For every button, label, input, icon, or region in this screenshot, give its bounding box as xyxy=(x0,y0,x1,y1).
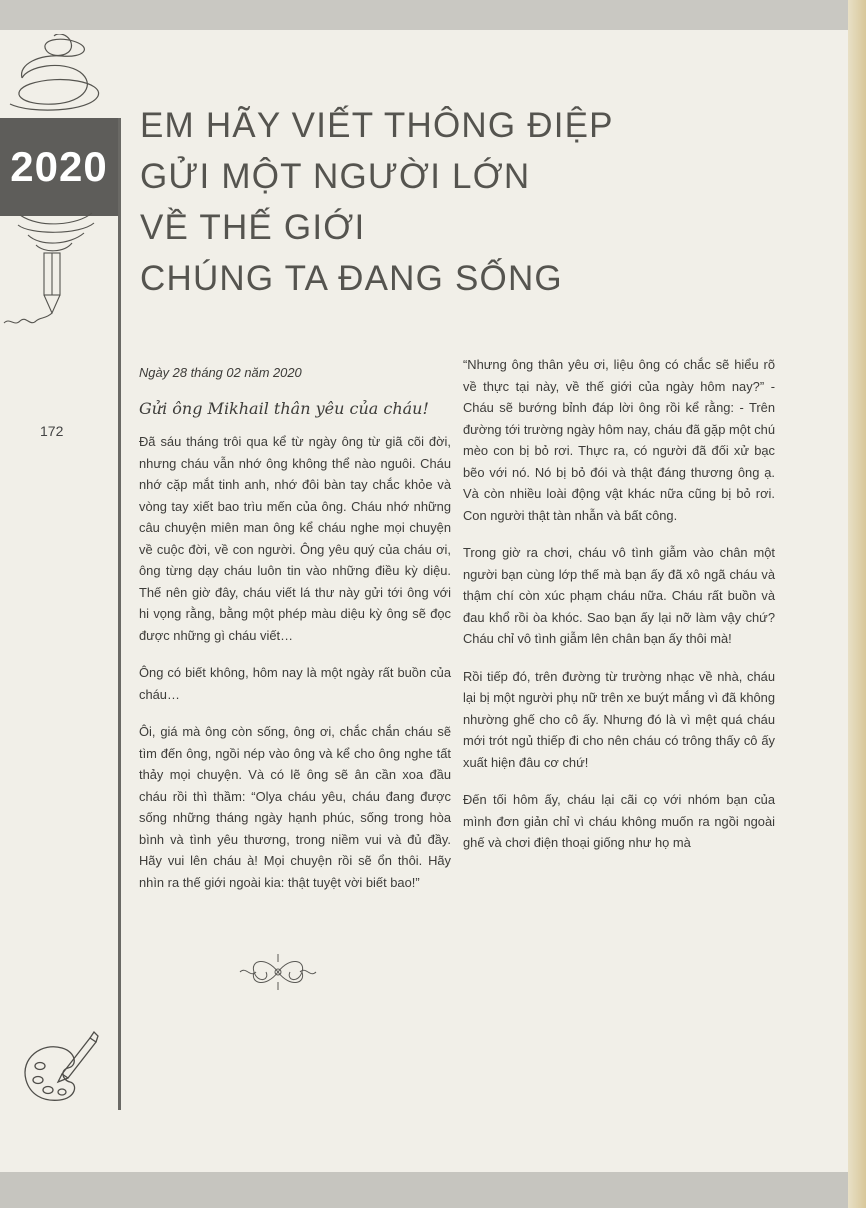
letter-left-column xyxy=(139,362,451,909)
page-number: 172 xyxy=(40,423,64,439)
title-line: VỀ THẾ GIỚI xyxy=(140,208,366,247)
title-line: CHÚNG TA ĐANG SỐNG xyxy=(140,259,563,298)
title-line: GỬI MỘT NGƯỜI LỚN xyxy=(140,157,531,196)
vertical-rule xyxy=(118,118,121,1110)
letter-salutation: Gửi ông Mikhail thân yêu của cháu! xyxy=(139,398,429,418)
paint-palette-icon xyxy=(18,1028,100,1110)
spiral-scribble-icon xyxy=(0,34,110,124)
paragraph: Ông có biết không, hôm nay là một ngày rất buồn của cháu… xyxy=(139,665,451,702)
paragraph: Đến tối hôm ấy, cháu lại cãi cọ với nhóm bạn của mình đơn giản chỉ vì cháu không muốn ra ngồi ngoài ghế và chơi điện thoại giống như họ mà xyxy=(463,792,775,850)
book-spine-edge xyxy=(848,0,866,1208)
letter-right-column xyxy=(463,354,775,870)
pencil-icon xyxy=(0,195,110,330)
article-title xyxy=(140,100,840,304)
paragraph: Rồi tiếp đó, trên đường từ trường nhạc về nhà, cháu lại bị một người phụ nữ trên xe buýt mắng vì đã không nhường ghế cho cô ấy. Nhưng đó là vì mệt quá cháu mới trót ngủ thiếp đi cho nên cháu có trông thấy cô ấy xuất hiện đâu cơ chứ! xyxy=(463,668,775,770)
top-margin-band xyxy=(0,0,866,30)
year-label: 2020 xyxy=(0,118,118,216)
bottom-margin-band xyxy=(0,1172,866,1208)
letter-date: Ngày 28 tháng 02 năm 2020 xyxy=(139,365,302,380)
title-line: EM HÃY VIẾT THÔNG ĐIỆP xyxy=(140,106,614,145)
paragraph: Đã sáu tháng trôi qua kể từ ngày ông từ giã cõi đời, nhưng cháu vẫn nhớ ông không thể nào nguôi. Cháu nhớ cặp mắt tinh anh, nhớ đôi bàn tay chắc khỏe và vòng tay xiết bao trìu mến của ông. Cháu nhớ những câu chuyện miên man ông kể cháu nghe mọi chuyện về cuộc đời, về con người. Ông yêu quý của cháu ơi, ông từng dạy cháu luôn tin vào những điều kỳ diệu. Thế nên giờ đây, cháu viết lá thư này gửi tới ông với hi vọng rằng, bằng một phép màu diệu kỳ ông sẽ đọc được những gì cháu viết… xyxy=(139,434,451,643)
paragraph: “Nhưng ông thân yêu ơi, liệu ông có chắc sẽ hiểu rõ về thực tại này, về thế giới của ngày hôm nay?” - Cháu sẽ bướng bỉnh đáp lời ông rồi kể rằng: - Trên đường tới trường ngày hôm nay, cháu đã gặp một chú mèo con bị bỏ rơi. Thực ra, có người đã đối xử bạc bẽo với nó. Nó bị bỏ đói và thật đáng thương ông ạ. Và còn nhiều loài động vật khác nữa cũng bị bỏ rơi. Con người thật tàn nhẫn và bất công. xyxy=(463,357,775,523)
paragraph: Ôi, giá mà ông còn sống, ông ơi, chắc chắn cháu sẽ tìm đến ông, ngồi nép vào ông và kể cho ông nghe tất thảy mọi chuyện. Và có lẽ ông sẽ ân cần xoa đầu cháu rồi thì thầm: “Olya cháu yêu, cháu đang được sống những tháng ngày hạnh phúc, sống trong hòa bình và tình yêu thương, trong niềm vui và đủ đầy. Hãy vui lên cháu à! Mọi chuyện rồi sẽ ổn thôi. Hãy nhìn ra thế giới ngoài kia: thật tuyệt vời biết bao!” xyxy=(139,724,451,890)
paragraph: Trong giờ ra chơi, cháu vô tình giẫm vào chân một người bạn cùng lớp thế mà bạn ấy đã xô ngã cháu và thậm chí còn xúc phạm cháu nữa. Cháu rất buồn và đau khổ rồi òa khóc. Sao bạn ấy lại nỡ làm vậy chứ? Cháu chỉ vô tình giẫm lên chân bạn ấy thôi mà! xyxy=(463,545,775,646)
ornament-divider-icon xyxy=(236,950,320,994)
